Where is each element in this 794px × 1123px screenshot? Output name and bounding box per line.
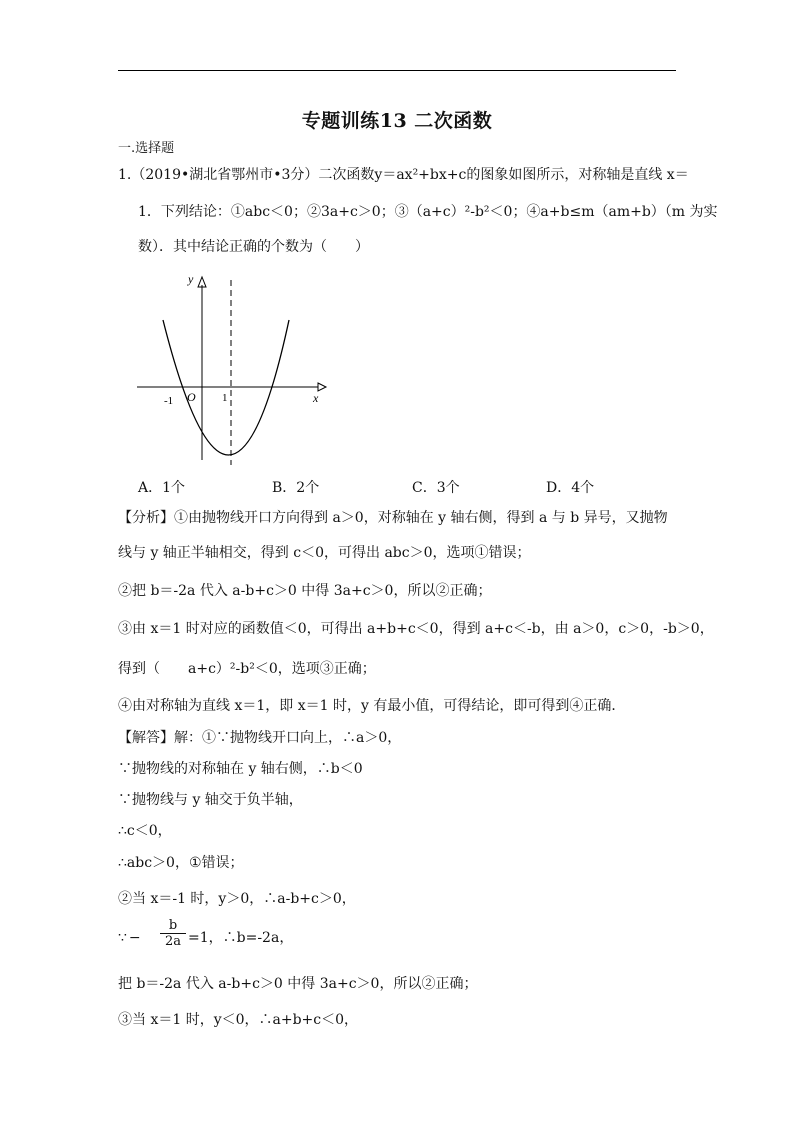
analysis-line-4: ③由 x＝1 时对应的函数值＜0，可得出 a+b+c＜0，得到 a+c＜-b，由 a＞0，c＞0，-b＞0， [118, 621, 714, 637]
parabola-graph [132, 265, 332, 470]
axis-y-label: y [188, 272, 194, 286]
analysis-line-6: ④由对称轴为直线 x＝1，即 x＝1 时，y 有最小值，可得结论，即可得到④正确． [118, 698, 626, 714]
solution-line-2: ∵抛物线的对称轴在 y 轴右侧，∴b＜0 [118, 761, 363, 777]
analysis-line-1: 【分析】①由抛物线开口方向得到 a＞0，对称轴在 y 轴右侧，得到 a 与 b 异号，又抛物 [118, 510, 668, 526]
x-axis-arrow [318, 383, 326, 391]
solution-line-5: ∴abc＞0，①错误； [118, 855, 244, 871]
question-line-2: 1．下列结论：①abc＜0；②3a+c＞0；③（a+c）²-b²＜0；④a+b≤m（am+b）（m 为实 [138, 204, 718, 220]
solution-line-7-suffix: =1，∴b=-2a， [188, 930, 294, 946]
fraction-denominator: 2a [164, 934, 182, 949]
question-formula: y＝ax²+bx+c [374, 167, 467, 183]
because-symbol: ∵ [118, 930, 127, 946]
option-a: A．1个 [138, 480, 186, 496]
origin-label: O [187, 390, 196, 404]
solution-line-6: ②当 x＝-1 时，y＞0，∴a-b+c＞0， [118, 891, 356, 907]
fraction-numerator: b [160, 918, 186, 934]
option-d: D．4个 [546, 480, 595, 496]
analysis-line-3: ②把 b＝-2a 代入 a-b+c＞0 中得 3a+c＞0，所以②正确； [118, 583, 492, 599]
solution-line-1: 【解答】解：①∵抛物线开口向上，∴a＞0， [118, 730, 402, 746]
question-line-3: 数）．其中结论正确的个数为（ ） [138, 239, 369, 255]
question-line-1 [118, 166, 689, 184]
axis-x-label: x [313, 391, 319, 405]
page-title: 专题训练13 二次函数 [301, 110, 493, 132]
tick-1-label: 1 [222, 392, 228, 404]
solution-line-4: ∴c＜0， [118, 823, 172, 839]
solution-line-3: ∵抛物线与 y 轴交于负半轴， [118, 792, 303, 808]
solution-line-8: 把 b＝-2a 代入 a-b+c＞0 中得 3a+c＞0，所以②正确； [118, 976, 478, 992]
analysis-line-2: 线与 y 轴正半轴相交，得到 c＜0，可得出 abc＞0，选项①错误； [118, 545, 531, 561]
fraction-b-over-2a [160, 918, 186, 950]
analysis-line-5: 得到（ a+c）²-b²＜0，选项③正确； [118, 661, 376, 677]
option-c: C．3个 [412, 480, 460, 496]
question-prefix: 1.（2019•湖北省鄂州市•3分）二次函数 [118, 167, 375, 183]
option-b: B．2个 [272, 480, 320, 496]
tick-neg1-label: -1 [164, 395, 174, 407]
section-label: 一.选择题 [118, 141, 175, 156]
header-rule [118, 70, 676, 71]
solution-line-9: ③当 x＝1 时，y＜0，∴a+b+c＜0， [118, 1012, 359, 1028]
question-suffix: 的图象如图所示，对称轴是直线 x＝ [466, 167, 689, 183]
solution-line-7-prefix: ∵ − [118, 930, 141, 946]
